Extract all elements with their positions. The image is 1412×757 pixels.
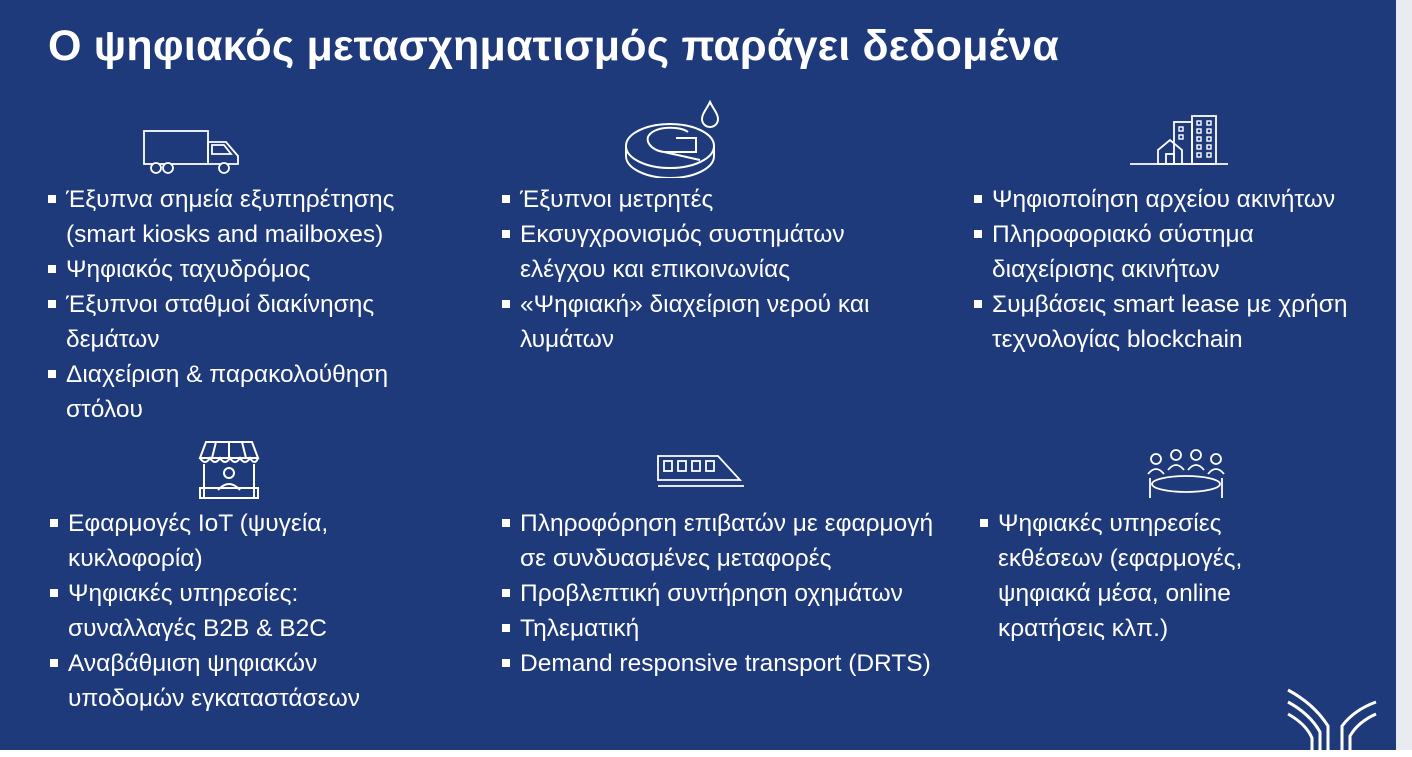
list-item bbox=[502, 576, 952, 611]
bullet bbox=[48, 265, 56, 273]
market-services-list bbox=[50, 506, 430, 716]
list-item bbox=[502, 611, 952, 646]
list-item-text: Ψηφιακός ταχυδρόμος bbox=[66, 256, 311, 283]
list-item bbox=[48, 287, 468, 357]
water-meter-icon bbox=[622, 98, 722, 178]
meeting-table-icon bbox=[1142, 448, 1230, 500]
bullet bbox=[48, 370, 56, 378]
list-item-text: Πληροφοριακό σύστημα διαχείρισης ακινήτων bbox=[992, 221, 1254, 283]
delivery-truck-icon bbox=[142, 128, 242, 176]
bullet bbox=[974, 195, 982, 203]
bullet bbox=[48, 195, 56, 203]
bullet bbox=[50, 659, 58, 667]
list-item-text: Έξυπνα σημεία εξυπηρέτησης (smart kiosks and mailboxes) bbox=[66, 186, 395, 248]
list-item-text: Διαχείριση & παρακολούθηση στόλου bbox=[66, 361, 389, 423]
list-item-text: Συμβάσεις smart lease με χρήση τεχνολογίας blockchain bbox=[992, 291, 1348, 353]
bullet bbox=[502, 519, 510, 527]
bullet bbox=[502, 300, 510, 308]
list-item-text: Έξυπνοι μετρητές bbox=[520, 186, 714, 213]
list-item bbox=[980, 506, 1290, 646]
list-item bbox=[50, 576, 430, 646]
list-item bbox=[974, 217, 1364, 287]
property-services-list bbox=[974, 182, 1364, 357]
exhibition-services-list bbox=[980, 506, 1290, 646]
bullet bbox=[50, 519, 58, 527]
bullet bbox=[502, 589, 510, 597]
bullet bbox=[48, 300, 56, 308]
window-bottom-edge bbox=[0, 750, 1412, 757]
list-item bbox=[48, 357, 468, 427]
bullet bbox=[502, 195, 510, 203]
bullet bbox=[502, 230, 510, 238]
truck-services-list bbox=[48, 182, 468, 427]
list-item bbox=[502, 287, 902, 357]
list-item bbox=[50, 646, 430, 716]
list-item bbox=[502, 506, 952, 576]
list-item-text: Προβλεπτική συντήρηση οχημάτων bbox=[520, 580, 903, 607]
list-item-text: Εφαρμογές IoT (ψυγεία, κυκλοφορία) bbox=[68, 510, 329, 572]
list-item bbox=[502, 182, 902, 217]
slide-title: Ο ψηφιακός μετασχηματισμός παράγει δεδομένα bbox=[48, 22, 1059, 70]
water-services-list bbox=[502, 182, 902, 357]
list-item bbox=[974, 287, 1364, 357]
bullet bbox=[974, 300, 982, 308]
list-item-text: Εκσυγχρονισμός συστημάτων ελέγχου και επικοινωνίας bbox=[520, 221, 845, 283]
train-icon bbox=[656, 452, 746, 490]
window-edge bbox=[1396, 0, 1412, 757]
list-item-text: Demand responsive transport (DRTS) bbox=[520, 650, 931, 677]
list-item-text: Ψηφιακές υπηρεσίες: συναλλαγές B2B & B2C bbox=[68, 580, 327, 642]
bullet bbox=[502, 659, 510, 667]
buildings-icon bbox=[1130, 112, 1228, 166]
list-item bbox=[48, 252, 468, 287]
list-item-text: Αναβάθμιση ψηφιακών υποδομών εγκαταστάσεων bbox=[68, 650, 360, 712]
list-item bbox=[50, 506, 430, 576]
list-item-text: Ψηφιοποίηση αρχείου ακινήτων bbox=[992, 186, 1336, 213]
list-item-text: Πληροφόρηση επιβατών με εφαρμογή σε συνδυασμένες μεταφορές bbox=[520, 510, 934, 572]
list-item bbox=[502, 646, 952, 681]
list-item-text: Έξυπνοι σταθμοί διακίνησης δεμάτων bbox=[66, 291, 375, 353]
list-item-text: «Ψηφιακή» διαχείριση νερού και λυμάτων bbox=[520, 291, 870, 353]
transport-services-list bbox=[502, 506, 952, 681]
bullet bbox=[50, 589, 58, 597]
bullet bbox=[974, 230, 982, 238]
logo-icon bbox=[1284, 686, 1380, 750]
bullet bbox=[980, 519, 988, 527]
bullet bbox=[502, 624, 510, 632]
market-stall-icon bbox=[196, 438, 262, 502]
list-item bbox=[502, 217, 902, 287]
list-item-text: Ψηφιακές υπηρεσίες εκθέσεων (εφαρμογές, ψηφιακά μέσα, online κρατήσεις κλπ.) bbox=[998, 510, 1243, 642]
list-item-text: Τηλεματική bbox=[520, 615, 640, 642]
list-item bbox=[48, 182, 468, 252]
list-item bbox=[974, 182, 1364, 217]
